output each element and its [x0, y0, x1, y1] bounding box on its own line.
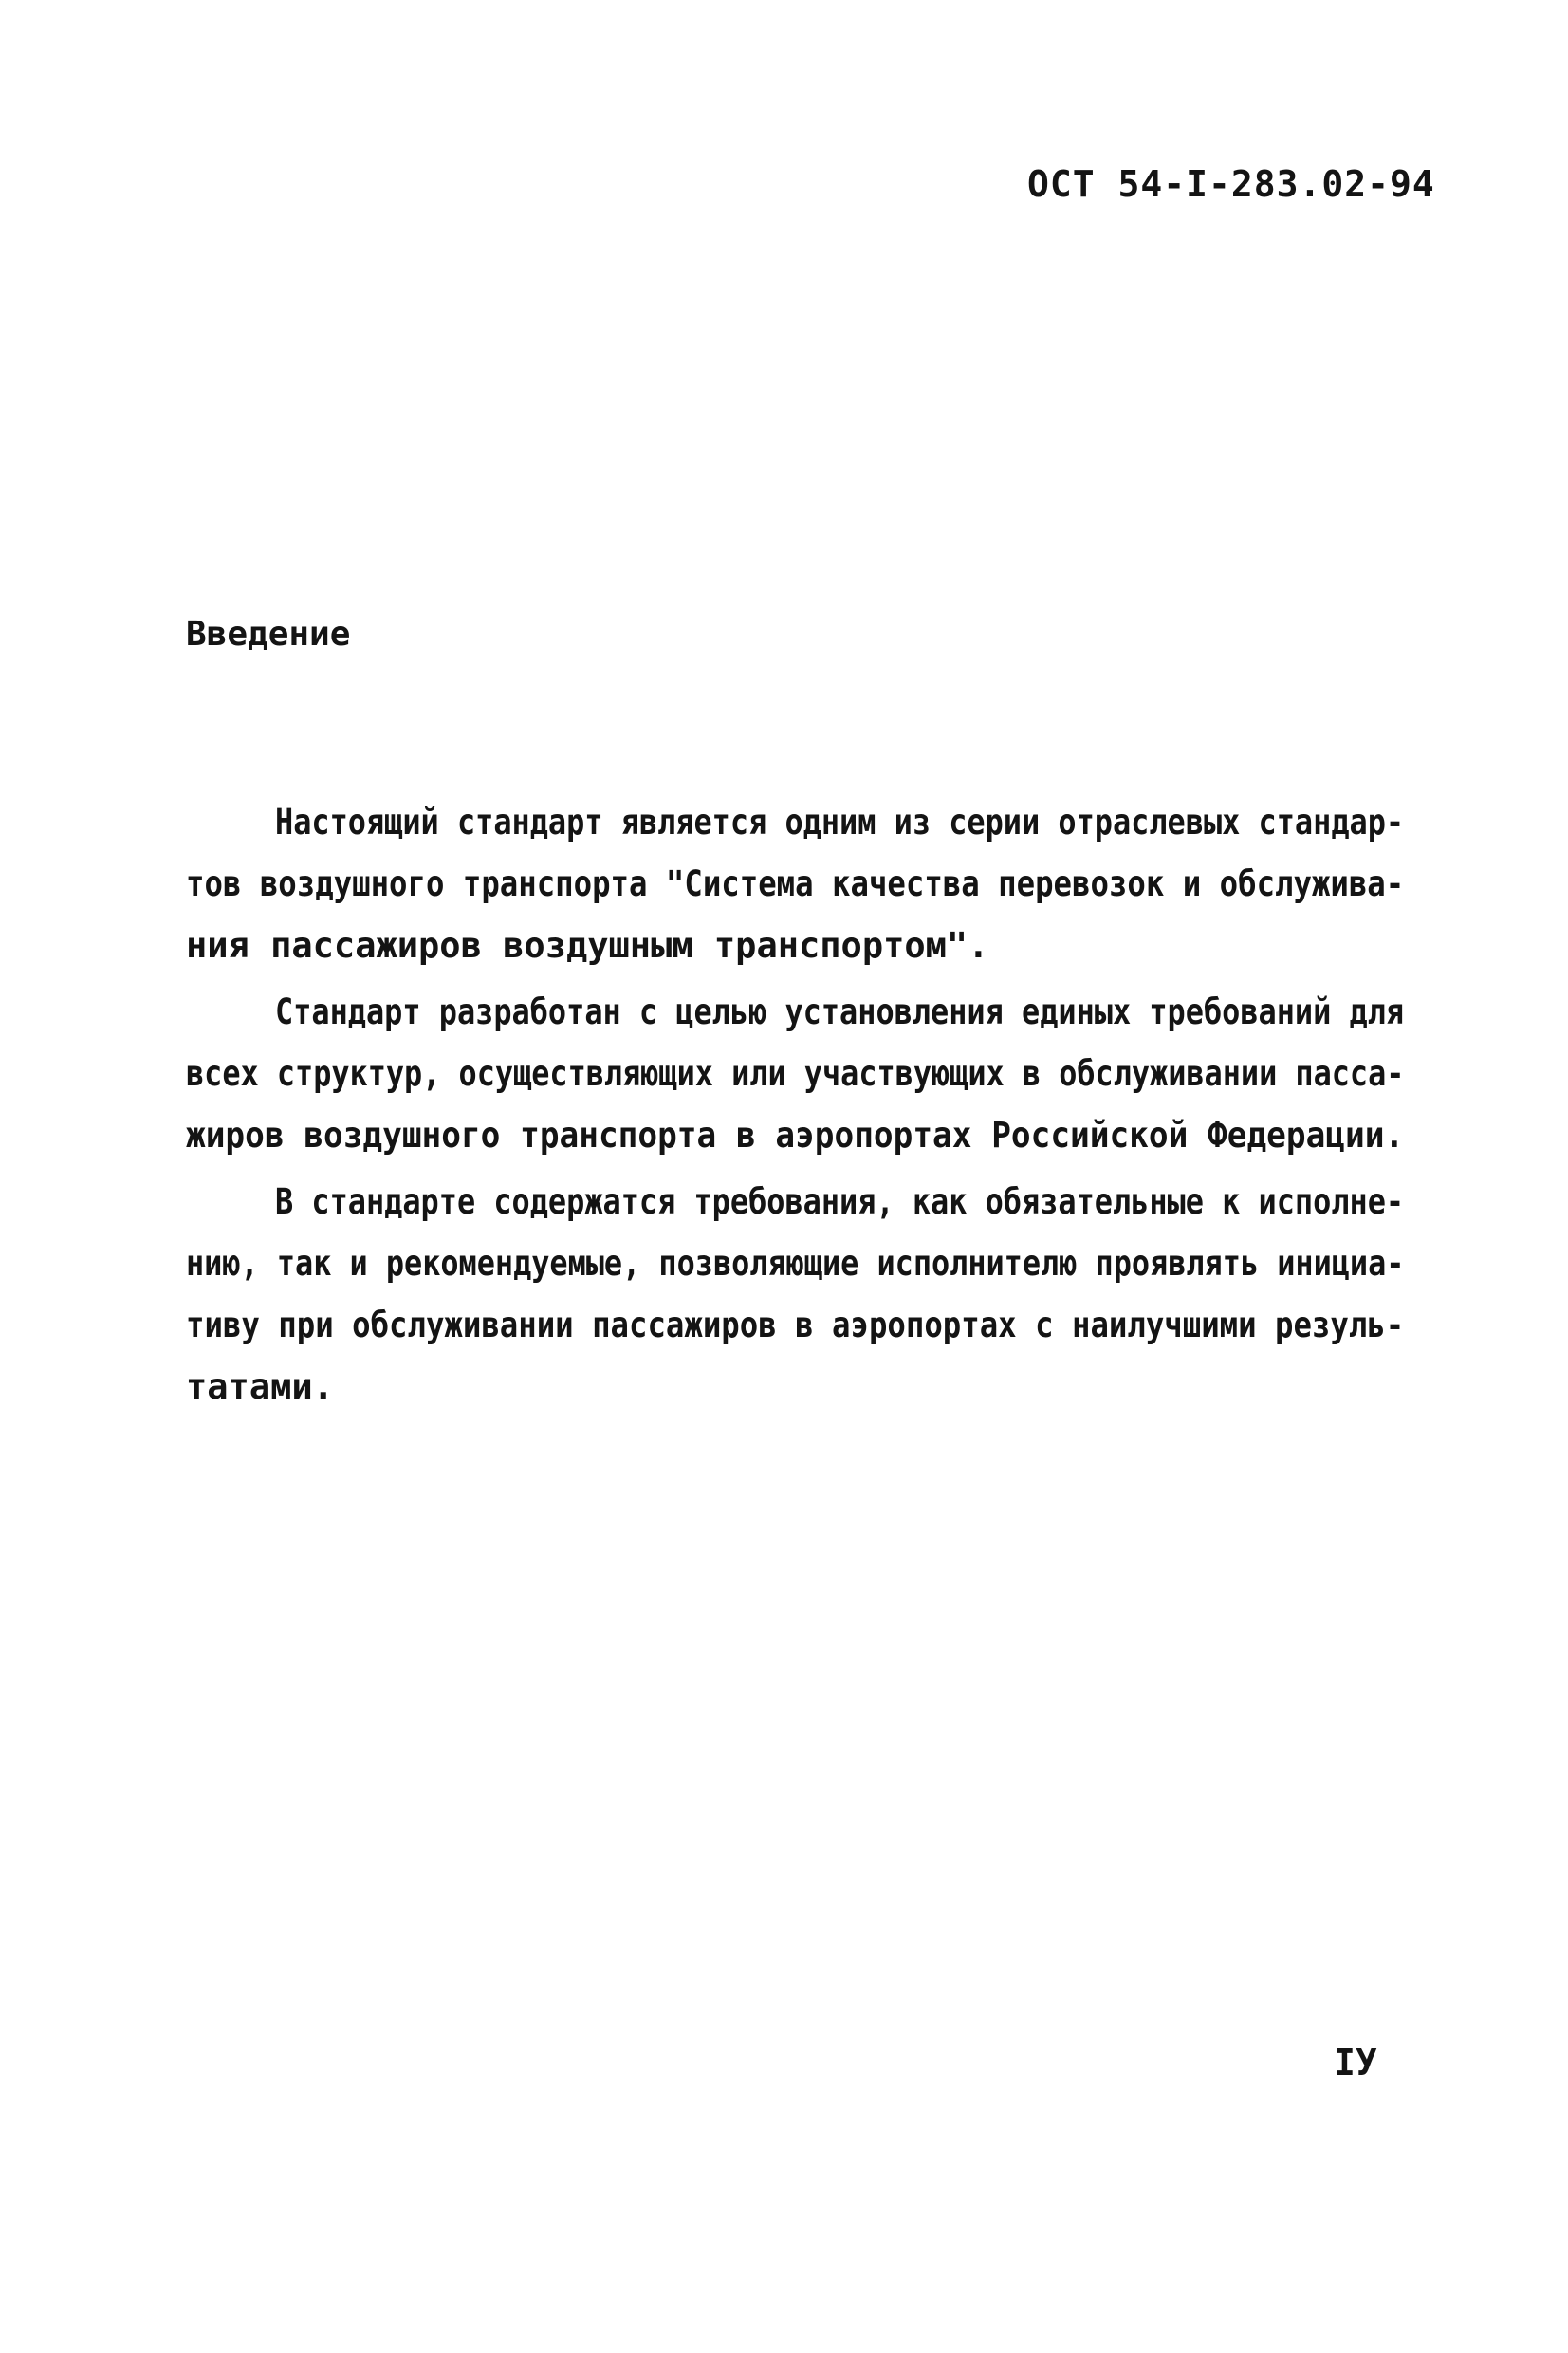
paragraph-2-line-1: Стандарт разработан с целью установления единых требований для [275, 991, 1405, 1032]
paragraph-2-line-3: жиров воздушного транспорта в аэропортах Российской Федерации. [186, 1115, 1405, 1156]
paragraph-1-line-1: Настоящий стандарт является одним из серии отраслевых стандар- [275, 802, 1405, 843]
paragraph-1-line-2: тов воздушного транспорта "Система качества перевозок и обслужива- [186, 863, 1405, 904]
paragraph-1-line-3: ния пассажиров воздушным транспортом". [186, 925, 989, 966]
section-title: Введение [186, 615, 351, 654]
paragraph-3-line-2: нию, так и рекомендуемые, позволяющие исполнителю проявлять инициа- [186, 1243, 1405, 1284]
paragraph-3-line-1: В стандарте содержатся требования, как обязательные к исполне- [275, 1181, 1405, 1222]
page-number: IУ [1334, 2042, 1377, 2084]
paragraph-3-line-4: татами. [186, 1366, 334, 1407]
document-code: ОСТ 54-I-283.02-94 [1027, 163, 1435, 205]
paragraph-3-line-3: тиву при обслуживании пассажиров в аэропортах с наилучшими резуль- [186, 1305, 1405, 1345]
paragraph-2-line-2: всех структур, осуществляющих или участвующих в обслуживании пасса- [186, 1053, 1405, 1094]
